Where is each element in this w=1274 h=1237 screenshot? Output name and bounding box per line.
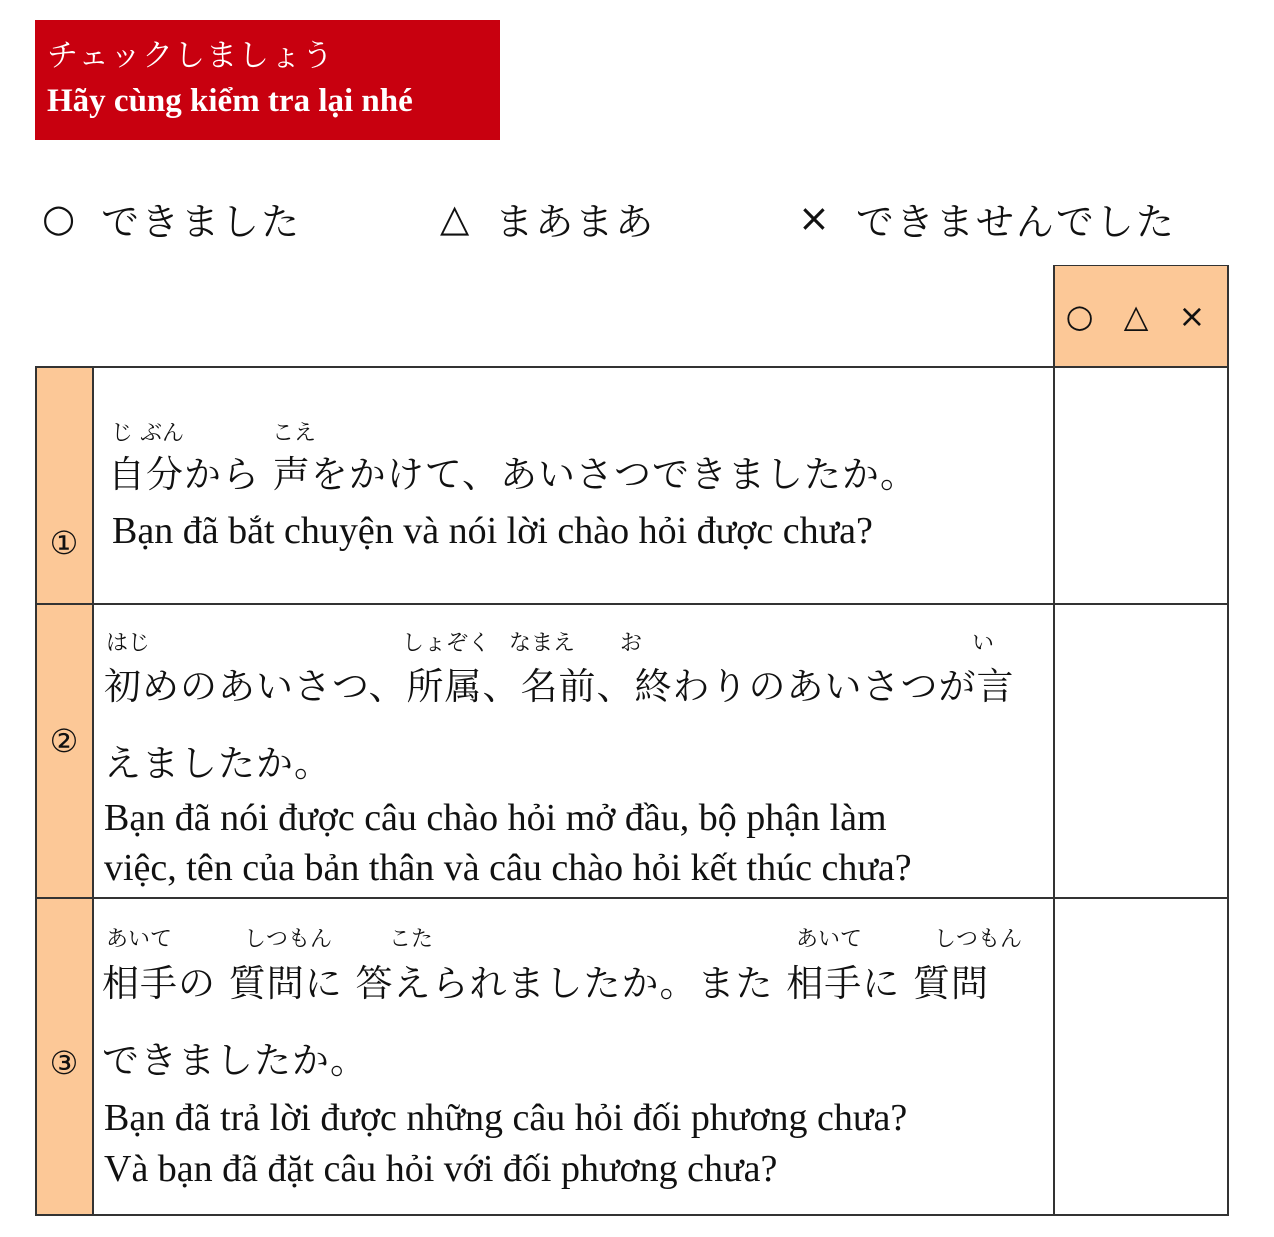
legend-item-not-done (798, 186, 1176, 250)
question-japanese: できましたか。 (102, 1039, 368, 1082)
question-vietnamese: Bạn đã nói được câu chào hỏi mở đầu, bộ phận làm (104, 797, 887, 839)
table-border (92, 366, 94, 1216)
furigana: しつもん (244, 927, 333, 952)
furigana: しつもん (934, 927, 1023, 952)
furigana: じ ぶん (111, 421, 184, 446)
furigana: はじ (106, 631, 151, 656)
question-japanese: 相手の 質問に 答えられましたか。また 相手に 質問 (102, 962, 990, 1005)
question-japanese: 自分から 声をかけて、あいさつできましたか。 (108, 453, 919, 496)
table-border (35, 366, 37, 1216)
check-cell[interactable] (1053, 898, 1228, 1215)
title-japanese: チェックしましょう (47, 38, 335, 74)
table-border (35, 897, 1228, 899)
row-number-cell (35, 604, 93, 898)
question-vietnamese: việc, tên của bản thân và câu chào hỏi kết thúc chưa? (104, 847, 912, 889)
furigana: あいて (106, 927, 173, 952)
legend-label-so-so: まあまあ (495, 199, 656, 244)
legend-label-done: できました (101, 199, 302, 244)
table-border (35, 366, 1228, 368)
title-banner (35, 20, 500, 140)
row-number-cell (35, 898, 93, 1215)
furigana: い (972, 631, 995, 656)
furigana: なまえ (509, 631, 576, 656)
question-japanese: 初めのあいさつ、所属、名前、終わりのあいさつが言 (104, 665, 1015, 708)
table-border (35, 1214, 1228, 1216)
legend-item-done (42, 186, 301, 250)
check-column-header: ○ △ × (1053, 265, 1228, 367)
table-border (1053, 265, 1055, 1216)
furigana: しょぞく (402, 631, 491, 656)
question-vietnamese: Bạn đã bắt chuyện và nói lời chào hỏi được chưa? (112, 510, 873, 552)
legend-item-so-so (440, 186, 655, 250)
legend-label-not-done: できませんでした (855, 199, 1176, 244)
check-cell[interactable] (1053, 604, 1228, 898)
furigana: あいて (796, 927, 863, 952)
furigana: お (620, 631, 643, 656)
table-border (35, 603, 1228, 605)
row-number: ① (49, 524, 79, 562)
check-cell[interactable] (1053, 367, 1228, 604)
furigana: こた (389, 927, 434, 952)
question-vietnamese: Bạn đã trả lời được những câu hỏi đối phương chưa? (104, 1097, 908, 1139)
cross-icon: × (798, 196, 832, 240)
row-number-cell (35, 367, 93, 604)
question-vietnamese: Và bạn đã đặt câu hỏi với đối phương chưa? (104, 1148, 778, 1190)
table-border (1227, 265, 1229, 1216)
furigana: こえ (272, 421, 317, 446)
triangle-icon: △ (440, 196, 472, 240)
row-number: ③ (49, 1044, 79, 1082)
row-number: ② (49, 722, 79, 760)
question-japanese: えましたか。 (104, 742, 332, 785)
title-vietnamese: Hãy cùng kiểm tra lại nhé (47, 83, 413, 119)
circle-icon: ○ (42, 196, 78, 240)
